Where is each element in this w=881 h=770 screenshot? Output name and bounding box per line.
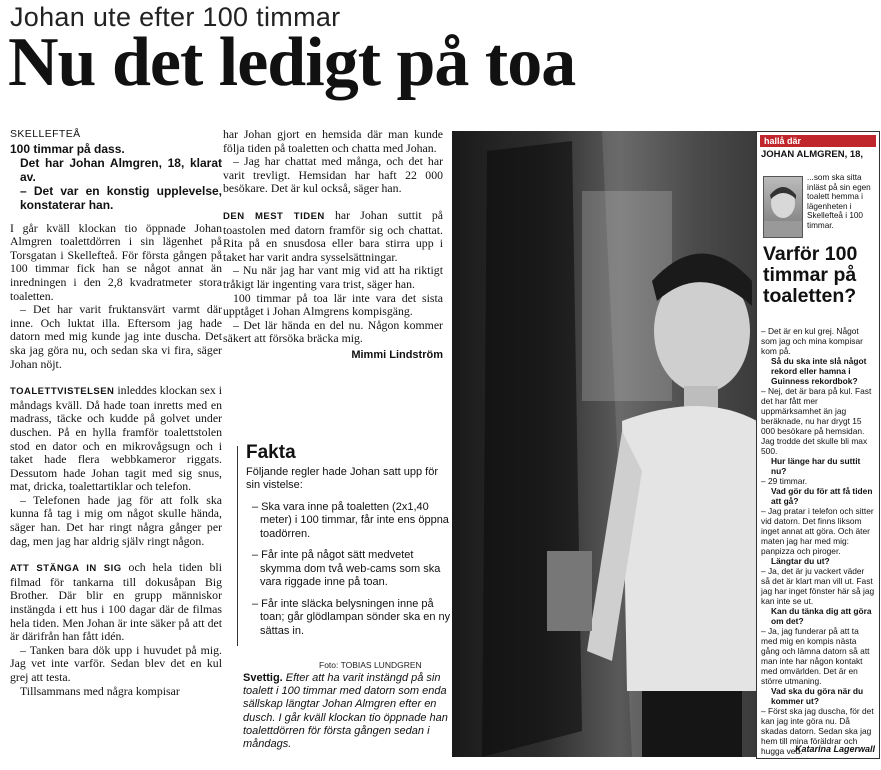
interviewee-blurb: ...som ska sitta inläst på sin egen toalett hemma i lägenheten i Skellefteå i 100 timmar. (807, 173, 871, 230)
portrait-illustration (764, 177, 802, 237)
halla-dar-sidebar (756, 131, 880, 759)
paragraph (10, 384, 222, 494)
adjacent-page-bleed (761, 0, 881, 110)
interview-a: – Ja, det är ju vackert väder så det är klart man vill ut. Fast jag har inget fönster här så jag kan inte se ut. (761, 566, 875, 606)
sidebar-tag: hallå där (760, 135, 876, 147)
fakta-rule: – Får inte på något sätt medvetet skymma dom två web-cams som ska vara riggade inne på toan. (252, 549, 441, 588)
fakta-rule: – Ska vara inne på toaletten (2x1,40 meter) i 100 timmar, får inte ens öppna toadörren. (252, 500, 449, 540)
paragraph (223, 209, 443, 264)
photo (452, 131, 757, 757)
kicker: Johan ute efter 100 timmar (10, 2, 341, 32)
paragraph: – Telefonen hade jag för att folk ska kunna få tag i mig om något skulle hända, säger han. Det har ringt några gånger per dag, men jag har aldrig själv ringt någon. (10, 492, 222, 548)
interview-q: Vad gör du för att få tiden att gå? (771, 486, 873, 506)
interview-a: – Jag pratar i telefon och sitter vid datorn. Det finns liksom inget annat att göra. Och äter maten jag har med mig: panpizza och piroger. (761, 506, 874, 556)
interview-q: Längtar du ut? (771, 556, 830, 566)
interview-q: Hur länge har du suttit nu? (771, 456, 861, 476)
lead-3: – Det var en konstig upplevelse, konstaterar han. (20, 183, 222, 212)
paragraph: – Tanken bara dök upp i huvudet på mig. Jag vet inte varför. Sedan blev det en kul grej att testa. (10, 642, 222, 684)
sidebar-signature: Katarina Lagerwall (794, 744, 875, 754)
lead-1: 100 timmar på dass. (10, 141, 125, 156)
paragraph (10, 561, 222, 644)
portrait-photo (763, 176, 803, 238)
interview-question: Varför 100 timmar på toaletten? (763, 243, 858, 307)
paragraph-text: inleddes klockan sex i måndags kväll. Då hade toan inretts med en madrass, täcke och kudde på golvet under duschen. På en hylla framför toalettstolen stod en dator och en mikrovågsugn och i taket hade flera webbkameror riggats. Dessutom hade Johan tagit med sig snus, mat, dricka, toalettartiklar och telefon. (10, 383, 222, 494)
subhead: TOALETTVISTELSEN (10, 386, 115, 398)
lead-2: Det har Johan Almgren, 18, klarat av. (20, 155, 222, 184)
fakta-box (237, 442, 451, 646)
paragraph: 100 timmar på toa lär inte vara det sista upptåget i Johan Almgrens kompisgäng. (223, 290, 443, 319)
interview-a: – Det är en kul grej. Något som jag och mina kompisar kom på. (761, 326, 863, 356)
photo-illustration (452, 131, 757, 757)
interview-a: – 29 timmar. (761, 476, 808, 486)
fakta-intro: Följande regler hade Johan satt upp för sin vistelse: (246, 465, 439, 491)
paragraph-text: har Johan suttit på toastolen med datorn framför sig och chattat. Rita på en snusdosa eller bara stirra upp i taket har varit andra sysselsättningar. (223, 207, 443, 264)
paragraph: I går kväll klockan tio öppnade Johan Almgren toalettdörren i sin lägenhet på Torsgatan i Skellefteå. För första gången på 100 timmar fick han se något annat än inredningen i den 2,8 kvadratmeter stora toaletten. (10, 220, 222, 303)
subhead: DEN MEST TIDEN (223, 210, 325, 222)
paragraph: – Det lär hända en del nu. Någon kommer säkert att försöka bräcka mig. (223, 317, 443, 346)
paragraph: – Jag har chattat med många, och det har varit trevligt. Hemsidan har haft 22 000 besökare. Det är kul också, säger han. (223, 154, 443, 196)
interview-q: Så du ska inte slå något rekord eller hamna i Guinness rekordbok? (771, 356, 867, 386)
caption-text: Efter att ha varit instängd på sin toalett i 100 timmar med datorn som enda sällskap längtar Johan Almgren efter en dusch. I går kväll klockan tio öppnade han toalettdörren för första gången sedan i måndags. (243, 672, 448, 751)
interview-q: Vad ska du göra när du kommer ut? (771, 686, 864, 706)
interview-q: Kan du tänka dig att göra om det? (771, 606, 872, 626)
interview-a: – Ja, jag funderar på att ta med mig en kompis nästa gång och lämna datorn så att man inte har någon kontakt med omvärlden. Det är en större utmaning. (761, 626, 870, 686)
interview-a: – Först ska jag duscha, för det kan jag inte göra nu. Då skadas datorn. Sedan ska jag hem till mina föräldrar och hugga ved. (761, 706, 874, 756)
paragraph: – Nu när jag har vant mig vid att ha riktigt tråkigt lär ingenting vara trist, säger han. (223, 263, 443, 291)
byline: Mimmi Lindström (351, 348, 443, 361)
article-column-2 (223, 128, 443, 363)
paragraph-text: och hela tiden bli filmad för tankarna till dokusåpan Big Brother. Där blir en grupp människor instängda i ett hus i 100 dagar där de filmas hela tiden. Men Johan är inte säker på att det är därifrån han fått idén. (10, 560, 222, 644)
fakta-rule: – Får inte släcka belysningen inne på toan; går glödlampan sönder ska en ny sättas in. (252, 597, 451, 637)
article-column-1 (10, 128, 222, 698)
paragraph: Tillsammans med några kompisar (20, 683, 180, 698)
paragraph: har Johan gjort en hemsida där man kunde följa tiden på toaletten och chatta med Johan. (223, 127, 443, 155)
dateline: SKELLEFTEÅ (10, 128, 81, 140)
fakta-title: Fakta (246, 442, 296, 463)
paragraph: – Det har varit fruktansvärt varmt där inne. Och luktat illa. Eftersom jag hade datorn med mig kunde jag inte duscha. Det ska jag göra nu, och sedan ska vi fira, säger Johan nöjt. (10, 302, 222, 371)
caption-lead: Svettig. (243, 672, 283, 684)
interviewee-name: JOHAN ALMGREN, 18, (761, 149, 864, 160)
headline: Nu det ledigt på toa (8, 24, 576, 101)
photo-credit: Foto: TOBIAS LUNDGREN (319, 660, 422, 670)
interview-qa (761, 326, 875, 756)
interview-a: – Nej, det är bara på kul. Fast det har fått mer uppmärksamhet än jag beräknade, nu har drygt 15 000 besökare på hemsidan. Jag trodde det skulle bli max 500. (761, 386, 872, 456)
photo-caption (243, 672, 448, 751)
subhead: ATT STÄNGA IN SIG (10, 563, 122, 575)
